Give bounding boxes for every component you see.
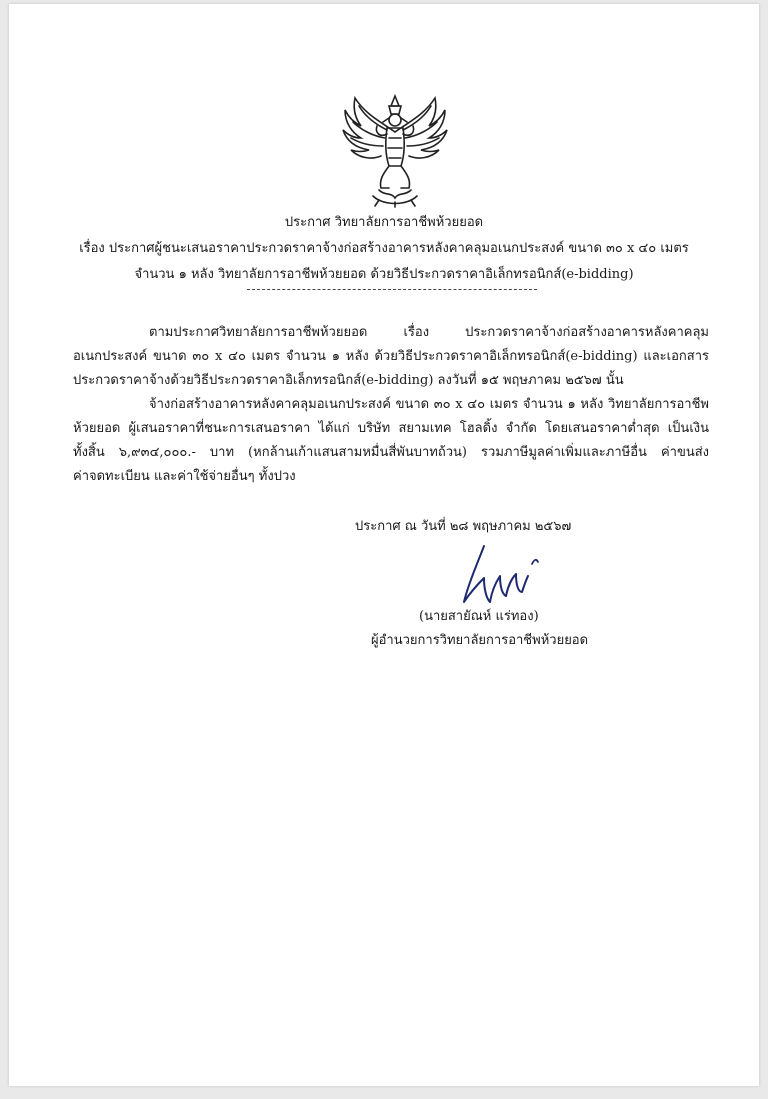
para2-line-1: จ้างก่อสร้างอาคารหลังคาคลุมอเนกประสงค์ ขนาด ๓๐ x ๔๐ เมตร จำนวน ๑ หลัง วิทยาลัยการอาชีพ	[149, 397, 709, 412]
para1-line-3: ประกวดราคาจ้างด้วยวิธีประกวดราคาอิเล็กทรอนิกส์(e-bidding) ลงวันที่ ๑๕ พฤษภาคม ๒๕๖๗ นั้น	[73, 373, 624, 388]
signer-title: ผู้อำนวยการวิทยาลัยการอาชีพห้วยยอด	[371, 633, 589, 648]
para2-line-4: ค่าจดทะเบียน และค่าใช้จ่ายอื่นๆ ทั้งปวง	[73, 469, 296, 484]
para1-line-2: อเนกประสงค์ ขนาด ๓๐ x ๔๐ เมตร จำนวน ๑ หลัง ด้วยวิธีประกวดราคาอิเล็กทรอนิกส์(e-bidding) และเอกสาร	[73, 349, 709, 364]
para2-line-2: ห้วยยอด ผู้เสนอราคาที่ชนะการเสนอราคา ได้แก่ บริษัท สยามเทค โฮลดิ้ง จำกัด โดยเสนอราคาต่ำสุด เป็นเงิน	[73, 421, 709, 436]
subject-line-1: เรื่อง ประกาศผู้ชนะเสนอราคาประกวดราคาจ้างก่อสร้างอาคารหลังคาคลุมอเนกประสงค์ ขนาด ๓๐ x ๔๐ เมตร	[79, 241, 689, 256]
para2-line-3: ทั้งสิ้น ๖,๙๓๔,๐๐๐.- บาท (หกล้านเก้าแสนสามหมื่นสี่พันบาทถ้วน) รวมภาษีมูลค่าเพิ่มและภาษีอื่น ค่าขนส่ง	[73, 445, 709, 460]
signer-name: (นายสายัณห์ แร่ทอง)	[419, 609, 539, 624]
handwritten-signature	[454, 542, 550, 608]
announcement-heading: ประกาศ วิทยาลัยการอาชีพห้วยยอด	[284, 215, 484, 230]
garuda-emblem	[339, 92, 451, 208]
document-page	[9, 4, 759, 1086]
announcement-date: ประกาศ ณ วันที่ ๒๘ พฤษภาคม ๒๕๖๗	[355, 519, 572, 534]
subject-line-2: จำนวน ๑ หลัง วิทยาลัยการอาชีพห้วยยอด ด้วยวิธีประกวดราคาอิเล็กทรอนิกส์(e-bidding)	[134, 267, 634, 282]
dashed-separator	[247, 289, 537, 291]
para1-line-1: ตามประกาศวิทยาลัยการอาชีพห้วยยอด เรื่อง ประกวดราคาจ้างก่อสร้างอาคารหลังคาคลุม	[149, 325, 709, 340]
